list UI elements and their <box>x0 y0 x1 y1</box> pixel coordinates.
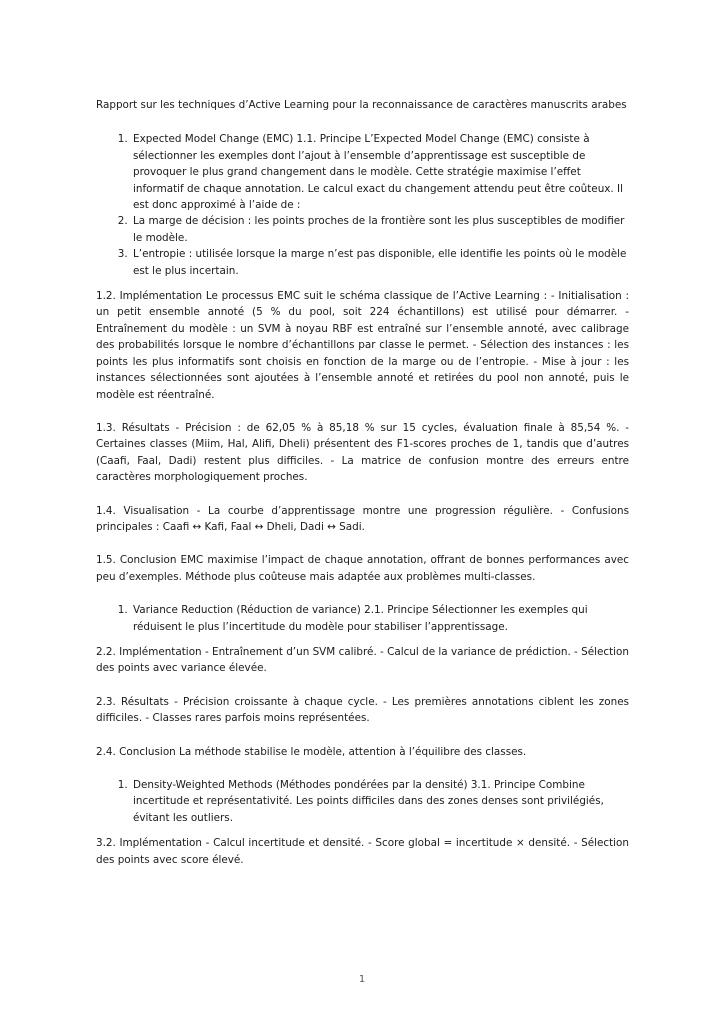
document-title: Rapport sur les techniques d’Active Learning pour la reconnaissance de caractères manuscrits arabes <box>96 99 627 111</box>
paragraph-results-emc: 1.3. Résultats - Précision : de 62,05 % à 85,18 % sur 15 cycles, évaluation finale à 85,54 %. - Certaines classes (Miim, Hal, Alifi, Dheli) présentent des F1-scores proches de 1, tandis que d’autres (Caafi, Faal, Dadi) restent plus difficiles. - La matrice de confusion montre des erreurs entre caractères morphologiquement proches. <box>96 421 629 484</box>
paragraph-implementation-dw: 3.2. Implémentation - Calcul incertitude et densité. - Score global = incertitude × densité. - Sélection des points avec score élevé. <box>96 837 629 866</box>
list-item: 3. L’entropie : utilisée lorsque la marge n’est pas disponible, elle identifie les points où le modèle est le plus incertain. <box>131 246 629 279</box>
paragraph-conclusion-emc: 1.5. Conclusion EMC maximise l’impact de chaque annotation, offrant de bonnes performances avec peu d’exemples. Méthode plus coûteuse mais adaptée aux problèmes multi-classes. <box>96 554 629 583</box>
paragraph-results-vr: 2.3. Résultats - Précision croissante à chaque cycle. - Les premières annotations ciblent les zones difficiles. - Classes rares parfois moins représentées. <box>96 695 629 725</box>
list-item: 2. La marge de décision : les points proches de la frontière sont les plus susceptibles de modifier le modèle. <box>131 213 629 246</box>
paragraph-visualisation-emc: 1.4. Visualisation - La courbe d’apprentissage montre une progression régulière. - Confusions principales : Caafi ↔ Kafi, Faal ↔ Dheli, Dadi ↔ Sadi. <box>96 504 629 533</box>
page-number: 1 <box>358 974 366 985</box>
variance-reduction-list <box>96 602 629 635</box>
document-body <box>96 97 629 868</box>
list-item: 1. Variance Reduction (Réduction de variance) 2.1. Principe Sélectionner les exemples qui réduisent le plus l’incertitude du modèle pour stabiliser l’apprentissage. <box>131 602 629 635</box>
emc-list <box>96 131 629 279</box>
paragraph-conclusion-vr: 2.4. Conclusion La méthode stabilise le modèle, attention à l’équilibre des classes. <box>96 745 527 758</box>
density-weighted-list <box>96 777 629 826</box>
list-item: 1. Expected Model Change (EMC) 1.1. Principe L’Expected Model Change (EMC) consiste à sélectionner les exemples dont l’ajout à l’ensemble d’apprentissage est susceptible de provoquer le plus grand changement dans le modèle. Cette stratégie maximise l’effet informatif de chaque annotation. Le calcul exact du changement attendu peut être coûteux. Il est donc approximé à l’aide de : <box>131 131 629 213</box>
paragraph-implementation-emc: 1.2. Implémentation Le processus EMC suit le schéma classique de l’Active Learning : - Initialisation : un petit ensemble annoté (5 % du pool, soit 224 échantillons) est utilisé pour démarrer. - Entraînement du modèle : un SVM à noyau RBF est entraîné sur l’ensemble annoté, avec calibrage des probabilités lorsque le nombre d’échantillons par classe le permet. - Sélection des instances : les points les plus informatifs sont choisis en fonction de la marge ou de l’entropie. - Mise à jour : les instances sélectionnées sont ajoutées à l’ensemble annoté et retirées du pool non annoté, puis le modèle est réentraîné. <box>96 290 629 401</box>
paragraph-implementation-vr: 2.2. Implémentation - Entraînement d’un SVM calibré. - Calcul de la variance de prédiction. - Sélection des points avec variance élevée. <box>96 645 629 675</box>
list-item: 1. Density-Weighted Methods (Méthodes pondérées par la densité) 3.1. Principe Combine incertitude et représentativité. Les points difficiles dans des zones denses sont privilégiés, évitant les outliers. <box>131 777 629 826</box>
